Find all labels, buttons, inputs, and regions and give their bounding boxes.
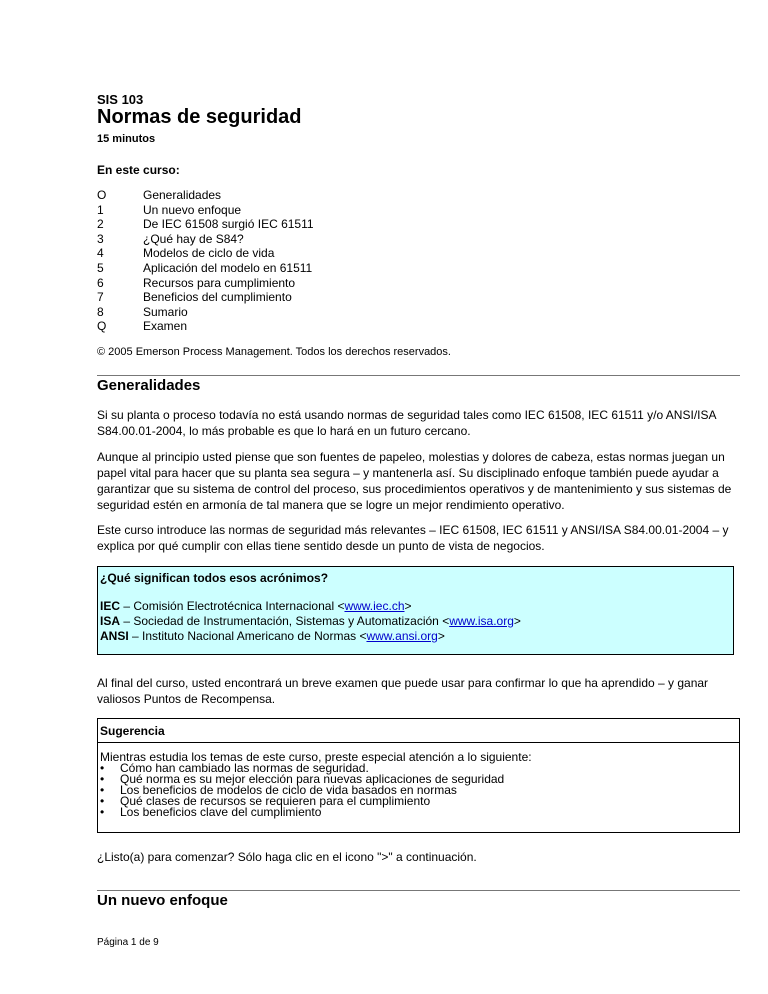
- bullet-icon: •: [100, 805, 105, 819]
- section-divider: [97, 375, 740, 376]
- copyright-notice: © 2005 Emerson Process Management. Todos los derechos reservados.: [97, 346, 451, 358]
- course-code: SIS 103: [97, 92, 144, 107]
- tip-item-text: Los beneficios de modelos de ciclo de vida basados en normas: [120, 783, 457, 797]
- acronym-abbr: ISA: [100, 614, 121, 628]
- toc-item-label: Generalidades: [143, 188, 222, 202]
- toc-item: [97, 217, 497, 232]
- toc-item: [97, 203, 497, 218]
- table-of-contents: [97, 188, 497, 334]
- overview-paragraph-3: Este curso introduce las normas de seguridad más relevantes – IEC 61508, IEC 61511 y ANSI/ISA S84.00.01-2004 – y explica por qué cumplir con ellas tiene sentido desde un punto de vista de negocios.: [97, 523, 729, 553]
- ready-prompt: ¿Listo(a) para comenzar? Sólo haga clic en el icono ">" a continuación.: [97, 850, 477, 864]
- acronym-entry: [100, 599, 412, 613]
- toc-item-number: O: [97, 188, 107, 202]
- toc-heading: En este curso:: [97, 163, 180, 177]
- toc-item-number: 3: [97, 231, 104, 246]
- toc-item-number: Q: [97, 319, 107, 334]
- toc-item: [97, 319, 497, 334]
- toc-item-number: 2: [97, 217, 104, 232]
- toc-item: [97, 276, 497, 291]
- overview-paragraph-1: Si su planta o proceso todavía no está usando normas de seguridad tales como IEC 61508, IEC 61511 y/o ANSI/ISA S84.00.01-2004, lo más probable es que lo hará en un futuro cercano.: [97, 408, 716, 438]
- tip-list: [100, 763, 504, 818]
- tip-item-text: Qué norma es su mejor elección para nuevas aplicaciones de seguridad: [120, 772, 505, 786]
- tip-list-item: [100, 807, 504, 818]
- tip-box-divider: [98, 742, 739, 743]
- bullet-icon: •: [100, 783, 105, 797]
- acronyms-box-title: ¿Qué significan todos esos acrónimos?: [100, 571, 329, 585]
- toc-item: [97, 305, 497, 320]
- tip-item-text: Qué clases de recursos se requieren para el cumplimiento: [120, 794, 431, 808]
- acronyms-box: [97, 566, 734, 655]
- section-divider: [97, 890, 740, 891]
- acronym-description: – Instituto Nacional Americano de Normas <: [128, 629, 367, 643]
- exam-note: Al final del curso, usted encontrará un breve examen que puede usar para confirmar lo que ha aprendido – y ganar valiosos Puntos de Recompensa.: [97, 676, 709, 706]
- toc-item-label: ¿Qué hay de S84?: [143, 231, 244, 246]
- acronym-abbr: IEC: [100, 599, 121, 613]
- acronym-link[interactable]: www.iec.ch: [344, 599, 405, 613]
- acronym-link-close: >: [437, 629, 445, 643]
- section-title-overview: Generalidades: [97, 377, 201, 394]
- toc-item-label: De IEC 61508 surgió IEC 61511: [143, 217, 314, 232]
- acronym-description: – Sociedad de Instrumentación, Sistemas y Automatización <: [120, 614, 450, 628]
- toc-item-label: Aplicación del modelo en 61511: [143, 260, 313, 275]
- acronym-entry: [100, 629, 445, 643]
- acronym-link[interactable]: www.isa.org: [449, 614, 514, 628]
- toc-item: [97, 261, 497, 276]
- acronym-description: – Comisión Electrotécnica Internacional <: [120, 599, 345, 613]
- course-title: Normas de seguridad: [97, 106, 302, 128]
- tip-box: [97, 718, 740, 833]
- overview-paragraph-2: Aunque al principio usted piense que son fuentes de papeleo, molestias y dolores de cabeza, estas normas juegan un papel vital para hacer que su planta sea segura – y mantenerla así. Su disciplinado enfoque también puede ayudar a garantizar que su sistema de control del proceso, sus procedimientos operativos y de mantenimiento y sus sistemas de seguridad estén en armonía de tal manera que se logre un mejor rendimiento operativo.: [97, 450, 732, 512]
- tip-intro: Mientras estudia los temas de este curso, preste especial atención a lo siguiente:: [100, 750, 532, 764]
- toc-item-label: Modelos de ciclo de vida: [143, 246, 275, 261]
- toc-item-label: Beneficios del cumplimiento: [143, 290, 292, 305]
- acronym-entry: [100, 614, 521, 628]
- toc-item: [97, 290, 497, 305]
- tip-item-text: Cómo han cambiado las normas de seguridad.: [120, 761, 369, 775]
- bullet-icon: •: [100, 772, 105, 786]
- toc-item-number: 1: [97, 202, 104, 217]
- toc-item-number: 7: [97, 290, 104, 305]
- acronym-link-close: >: [513, 614, 521, 628]
- toc-item-number: 6: [97, 275, 104, 290]
- toc-item: [97, 246, 497, 261]
- tip-item-text: Los beneficios clave del cumplimiento: [120, 805, 322, 819]
- toc-item-number: 8: [97, 304, 104, 319]
- toc-item-label: Recursos para cumplimiento: [143, 275, 296, 290]
- bullet-icon: •: [100, 794, 105, 808]
- page-number: Página 1 de 9: [97, 937, 159, 948]
- section-title-new-approach: Un nuevo enfoque: [97, 892, 228, 909]
- acronym-link[interactable]: www.ansi.org: [366, 629, 438, 643]
- toc-item-label: Examen: [143, 319, 188, 334]
- bullet-icon: •: [100, 761, 105, 775]
- tip-box-title: Sugerencia: [100, 724, 165, 738]
- toc-item-number: 4: [97, 246, 104, 261]
- acronym-abbr: ANSI: [100, 629, 129, 643]
- course-duration: 15 minutos: [97, 133, 156, 145]
- toc-item-label: Sumario: [143, 304, 188, 319]
- toc-item: [97, 188, 497, 203]
- toc-item: [97, 232, 497, 247]
- acronym-link-close: >: [404, 599, 412, 613]
- toc-item-label: Un nuevo enfoque: [143, 202, 242, 217]
- toc-item-number: 5: [97, 260, 104, 275]
